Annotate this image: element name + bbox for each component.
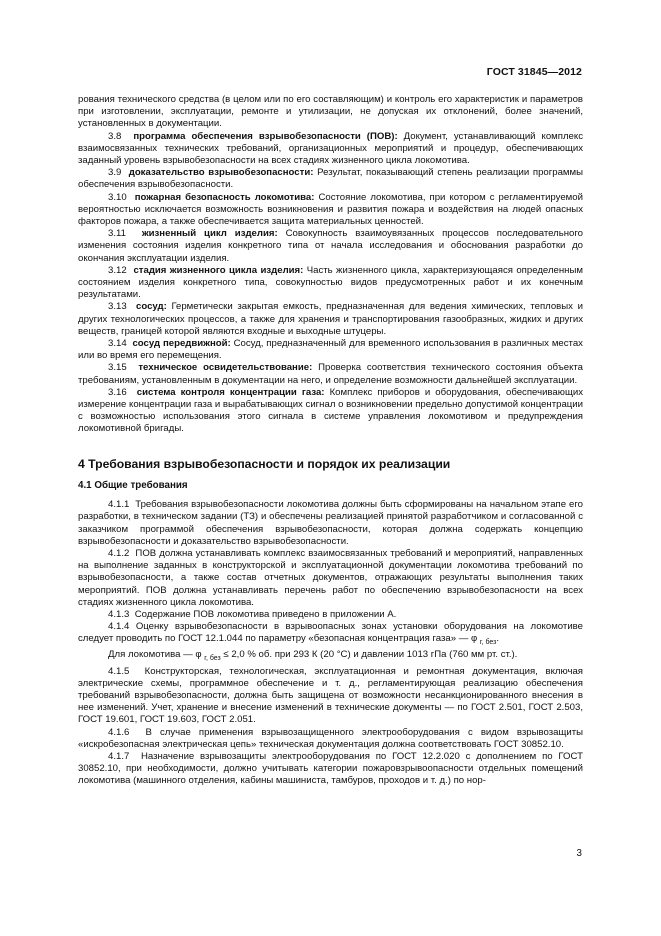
clause-number: 4.1.2 (108, 547, 130, 559)
definition-term: сосуд передвижной: (132, 338, 231, 350)
definition-term: система контроля концентрации газа: (136, 386, 325, 398)
clause-item (78, 499, 583, 548)
clause-item (78, 751, 583, 788)
clause-text: Требования взрывобезопасности локомотива должны быть сформированы на начальном этапе его разработки, в техническом задании (ТЗ) и обеспечены реализацией принятой разработчиком и согласованной с заказчиком программой обеспечения взрывобезопасности, которая должна содержать концепцию взрывобезопасности и доказательство взрывобезопасности. (78, 499, 583, 547)
clauses-list (78, 499, 583, 621)
clause-text: В случае применения взрывозащищенного электрооборудования с видом взрывозащиты «искробезопасная электрическая цепь» техническая документация должна соответствовать ГОСТ 30852.10. (78, 726, 583, 750)
clause-tail: . (496, 633, 500, 645)
definition-number: 3.13 (108, 301, 127, 313)
clause-number: 4.1.3 (108, 608, 130, 620)
definition-text: Проверка соответствия технического состояния объекта требованиям, установленным в документации на него, и определение возможности дальнейшей эксплуатации. (78, 362, 583, 386)
definition-text: Документ, устанавливающий комплекс взаимосвязанных технических требований, организационных мероприятий и процедур, обеспечивающих заданный уровень взрывобезопасности на всех стадиях жизненного цикла локомотива. (78, 130, 583, 167)
definition-text: Часть жизненного цикла, характеризующаяся определенным состоянием изделия конкретного типа, совокупностью видов предусмотренных работ и их конечным результатами. (78, 264, 583, 301)
clause-text: Оценку взрывобезопасности в взрывоопасных зонах установки оборудования на локомотиве следует проводить по ГОСТ 12.1.044 по параметру «безопасная концентрация газа» — φ (78, 621, 583, 645)
clause-text: Назначение взрывозащиты электрооборудования по ГОСТ 12.2.020 с дополнением по ГОСТ 30852.10, при необходимости, должно учитывать категории пожаровзрывоопасности отдельных помещений локомотива (машинного отделения, кабины машиниста, тамбуров, проходов и т. д.) по нор- (78, 750, 583, 787)
definition-number: 3.10 (108, 191, 127, 203)
clause-number: 4.1.1 (108, 499, 130, 511)
definition-text: Сосуд, предназначенный для временного использования в различных местах или во время его перемещения. (78, 338, 583, 362)
definition-item (78, 338, 583, 362)
clause-item (78, 727, 583, 751)
subsection-heading: 4.1 Общие требования (78, 479, 188, 491)
definitions-list (78, 131, 583, 436)
body-text (78, 94, 583, 788)
clause-item (78, 548, 583, 609)
definition-item (78, 387, 583, 436)
definition-term: доказательство взрывобезопасности: (128, 167, 314, 179)
section-heading: 4 Требования взрывобезопасности и порядок их реализации (78, 456, 451, 471)
limit-subscript: г, без (204, 655, 221, 663)
definition-term: техническое освидетельствование: (138, 362, 313, 374)
definition-term: сосуд: (136, 301, 167, 313)
page-number: 3 (576, 848, 582, 859)
definition-term: стадия жизненного цикла изделия: (133, 264, 304, 276)
definition-text: Совокупность взаимоувязанных процессов последовательного изменения состояния изделия конкретного типа от начала исследования и обоснования разработки до окончания эксплуатации изделия. (78, 228, 583, 264)
continuation-paragraph: рования технического средства (в целом или по его составляющим) и контроль его характеристик и параметров при изготовлении, эксплуатации, ремонте и утилизации, не допуская их отклонений, более значений, установленных в документации. (78, 94, 583, 130)
definition-text: Комплекс приборов и оборудования, обеспечивающих измерение концентрации газа и вырабатывающих сигнал о возникновении предельно допустимой концентрации с возможностью использования этого сигнала в системе управления локомотивом и предупреждения локомотивной бригады. (78, 386, 583, 435)
definition-item (78, 301, 583, 338)
definition-text: Состояние локомотива, при котором с регламентируемой вероятностью исключается возможность возникновения и развития пожара и воздействия на людей опасных факторов пожара, а также обеспечивается защита материальных ценностей. (78, 191, 583, 228)
definition-item (78, 167, 583, 191)
clause-4-1-4 (78, 621, 583, 649)
definition-item (78, 131, 583, 168)
definition-number: 3.15 (108, 362, 127, 374)
definition-term: программа обеспечения взрывобезопасности (ПОВ): (133, 130, 398, 142)
limit-text-b: ≤ 2,0 % об. при 293 К (20 °С) и давлении 1013 гПа (760 мм рт. ст.). (220, 649, 518, 661)
limit-text-a: Для локомотива — φ (108, 649, 202, 661)
definition-item (78, 265, 583, 302)
clause-text: Содержание ПОВ локомотива приведено в приложении А. (134, 608, 397, 620)
clause-text: ПОВ должна устанавливать комплекс взаимосвязанных требований и мероприятий, направленных на выполнение заданных в конструкторской и эксплуатационной документации локомотива требований по взрывобезопасности, а также состав отчетных документов, отражающих результаты выполнения таких мероприятий. ПОВ должна устанавливать перечень работ по обеспечению взрывобезопасности на всех стадиях жизненного цикла локомотива. (78, 547, 583, 608)
definition-item (78, 228, 583, 265)
definition-number: 3.12 (108, 264, 127, 276)
definition-term: жизненный цикл изделия: (141, 228, 278, 240)
clause-number: 4.1.6 (108, 726, 130, 738)
definition-item (78, 192, 583, 229)
definition-number: 3.11 (108, 228, 126, 240)
definition-text: Герметически закрытая емкость, предназначенная для ведения химических, тепловых и других технологических процессов, а также для хранения и транспортирования газообразных, жидких и других веществ, границей которой являются входные и выходные штуцеры. (78, 301, 583, 337)
clause-4-1-4-limit (78, 649, 583, 665)
definition-number: 3.8 (108, 130, 122, 142)
clause-number: 4.1.4 (108, 621, 130, 633)
clause-item (78, 666, 583, 727)
clause-subscript: г, без (479, 639, 497, 647)
definition-text: Результат, показывающий степень реализации программы обеспечения взрывобезопасности. (78, 167, 584, 191)
definition-number: 3.9 (108, 167, 122, 179)
definition-number: 3.16 (108, 386, 127, 398)
clause-number: 4.1.5 (108, 665, 130, 677)
definition-item (78, 362, 583, 386)
definition-number: 3.14 (108, 338, 127, 350)
definition-term: пожарная безопасность локомотива: (134, 191, 315, 203)
document-id: ГОСТ 31845—2012 (486, 66, 582, 78)
clause-text: Конструкторская, технологическая, эксплуатационная и ремонтная документация, включая электрические схемы, программное обеспечение и т. д., регламентирующая реализацию обеспечения требований взрывобезопасности, должна быть защищена от возможности несанкционированного внесения в нее изменений. Учет, хранение и внесение изменений в технические документы — по ГОСТ 2.501, ГОСТ 2.503, ГОСТ 19.601, ГОСТ 19.603, ГОСТ 2.051. (78, 665, 583, 726)
clauses-after-list (78, 666, 583, 788)
clause-number: 4.1.7 (108, 750, 130, 762)
clause-item (78, 609, 583, 621)
